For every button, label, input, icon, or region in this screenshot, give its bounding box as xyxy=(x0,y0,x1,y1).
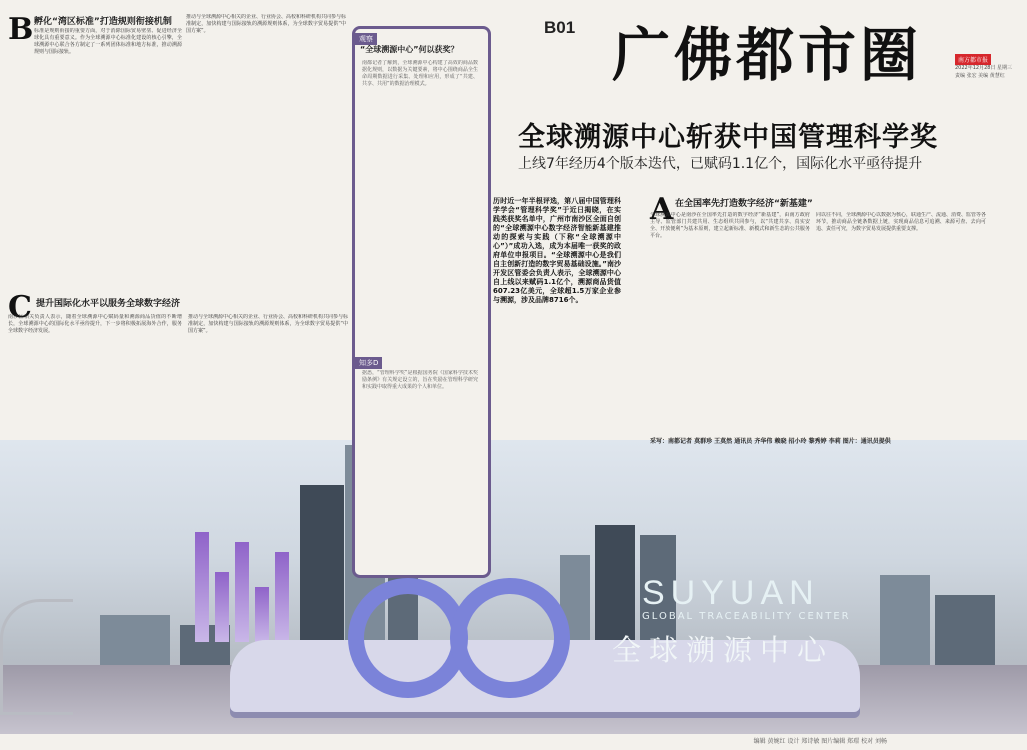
section-b-body-2: 推动与全球溯源中心相关的企业、行业协会、高校和科研机构共同参与标准制定，加快构建与国际接轨的溯源规则体系，为全球数字贸易提供“中国方案”。 xyxy=(186,14,346,34)
section-a-body-2: 同以往不同，全球溯源中心以数据为核心，联通生产、流通、消费、监管等各环节，推动商品全链条数据上链，实现商品信息可追溯、来源可查、去向可追、责任可究，为数字贸易发展提供重要支撑。 xyxy=(816,212,986,232)
masthead-title: 广佛都市圈 xyxy=(612,21,923,89)
issue-date: 2022年12月28日 星期三 xyxy=(955,65,1013,71)
section-c-body-2: 推动与全球溯源中心相关的企业、行业协会、高校和科研机构共同参与标准制定，加快构建与国际接轨的溯源规则体系，为全球数字贸易提供“中国方案”。 xyxy=(188,314,348,334)
box-heading: “全球溯源中心”何以获奖？ xyxy=(360,45,459,54)
box-body: 南都记者了解到，全球溯源中心构建了高效的商品数据化规则，以数据为关键要素，将中心围绕商品全生命周期数据进行采集、处理和应用，形成了“共建、共享、共用”的数据治理模式。 xyxy=(362,60,478,87)
section-c-letter: C xyxy=(8,290,32,325)
section-b-letter: B xyxy=(8,12,34,47)
section-c-heading: 提升国际化水平以服务全球数字经济 xyxy=(36,299,181,309)
section-b-body: 标准是规则衔接的重要方面，对于消除国际贸易壁垒、促进经济全球化具有重要意义。作为全球溯源中心标准化建设的核心引擎，全球溯源中心联合各方制定了一系列团体标准和地方标准，推动溯源规则与国际接轨。 xyxy=(34,28,182,55)
newspaper-logo: 南方都市报 xyxy=(955,54,991,65)
section-b-heading: 孵化“湾区标准”打造规则衔接机制 xyxy=(34,17,172,27)
headline: 全球溯源中心斩获中国管理科学奖 xyxy=(518,122,938,153)
sign-english-sub: GLOBAL TRACEABILITY CENTER xyxy=(642,611,851,622)
box-body-2: 据悉，“管理科学奖”是根据国务院《国家科学技术奖励条例》有关规定设立的，旨在奖励在管理科学研究和实践中取得重大成果的个人和单位。 xyxy=(362,370,478,390)
section-c-body: 南沙区相关负责人表示，随着全球溯源中心赋码量和溯源商品货值的不断增长，全球溯源中心的国际化水平亟待提升，下一步将积极拓展海外合作，服务全球数字经济发展。 xyxy=(8,314,182,334)
box-tag: 观察 xyxy=(355,33,377,45)
section-a-heading: 在全国率先打造数字经济“新基建” xyxy=(675,199,813,209)
page-credit: 编辑 黄婉红 设计 郑诗敏 图片编辑 郑璟 校对 刘畅 xyxy=(0,734,1027,750)
sign-english: SUYUAN xyxy=(642,574,820,612)
page-code: B01 xyxy=(544,18,576,37)
editor-credit: 责编 张宏 美编 黄慧红 xyxy=(955,73,1005,79)
section-a-letter: A xyxy=(650,192,674,227)
section-a-body: 全球溯源中心是南沙在全国率先打造的数字经济“新基建”，由南方政府主导、监管部门共建共用、生态组织共同参与，以“共建共享、真实安全、开放便利”为基本原则，建立起新标准、新模式和新生态的公共服务平台。 xyxy=(650,212,810,239)
bylines: 采写：南都记者 莫群珍 王莫然 通讯员 齐华伟 赖晓 招小玲 黎秀婷 李莉 图片：通讯员提供 xyxy=(650,438,891,445)
lead-paragraph: 历时近一年半根评选，第八届中国管理科学学会“管理科学奖”于近日揭晓，在实践类获奖名单中，广州市南沙区全面自创的“全球溯源中心数字经济智能新基建推动的探索与实践（下称“全球溯源中心”）”成功入选，成为本届唯一获奖的政府单位申报项目。“全球溯源中心是我们自主创新打造的数字贸易基础设施。”南沙开发区管委会负责人表示，全球溯源中心自上线以来赋码1.1亿个，溯源商品货值607.23亿美元，全球超1.5万家企业参与溯源，涉及品牌8716个。 xyxy=(493,197,621,304)
box-tag-2: 知多D xyxy=(355,357,382,369)
sign-chinese: 全球溯源中心 xyxy=(612,633,835,667)
subheadline: 上线7年经历4个版本迭代，已赋码1.1亿个，国际化水平亟待提升 xyxy=(518,156,923,172)
